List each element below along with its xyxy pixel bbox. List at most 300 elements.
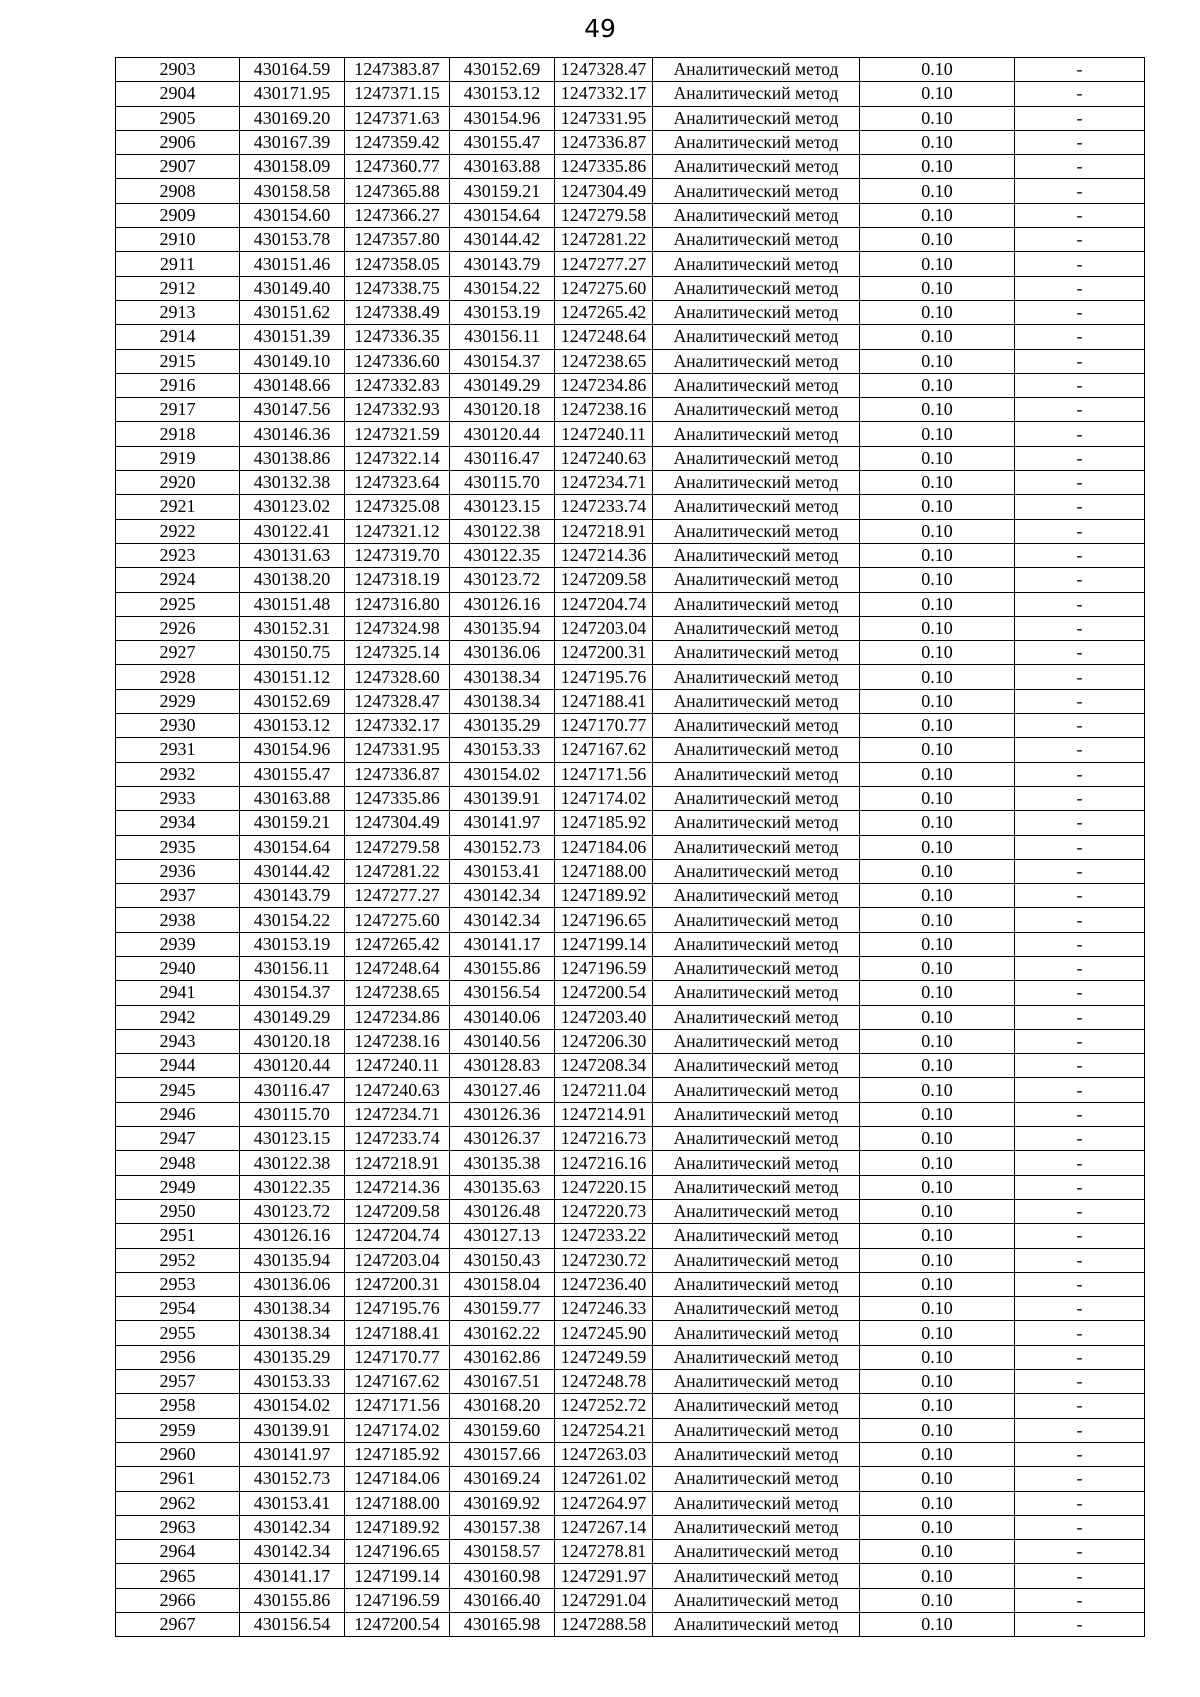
x2-cell: 430123.72 bbox=[450, 568, 555, 592]
method-cell: Аналитический метод bbox=[653, 1297, 860, 1321]
note-cell: - bbox=[1015, 956, 1145, 980]
table-row bbox=[116, 762, 1145, 786]
table-row bbox=[116, 179, 1145, 203]
table-row bbox=[116, 130, 1145, 154]
y1-cell: 1247338.75 bbox=[345, 276, 450, 300]
x2-cell: 430158.57 bbox=[450, 1540, 555, 1564]
note-cell: - bbox=[1015, 1127, 1145, 1151]
point-number-cell: 2967 bbox=[116, 1613, 240, 1637]
y2-cell: 1247174.02 bbox=[555, 786, 653, 810]
point-number-cell: 2932 bbox=[116, 762, 240, 786]
note-cell: - bbox=[1015, 689, 1145, 713]
y2-cell: 1247220.73 bbox=[555, 1199, 653, 1223]
point-number-cell: 2918 bbox=[116, 422, 240, 446]
note-cell: - bbox=[1015, 908, 1145, 932]
x2-cell: 430160.98 bbox=[450, 1564, 555, 1588]
x2-cell: 430156.11 bbox=[450, 325, 555, 349]
table-row bbox=[116, 592, 1145, 616]
note-cell: - bbox=[1015, 349, 1145, 373]
note-cell: - bbox=[1015, 543, 1145, 567]
method-cell: Аналитический метод bbox=[653, 1248, 860, 1272]
y1-cell: 1247328.60 bbox=[345, 665, 450, 689]
note-cell: - bbox=[1015, 203, 1145, 227]
x1-cell: 430151.48 bbox=[240, 592, 345, 616]
y2-cell: 1247200.54 bbox=[555, 981, 653, 1005]
table-row bbox=[116, 1272, 1145, 1296]
x1-cell: 430153.12 bbox=[240, 714, 345, 738]
x1-cell: 430149.10 bbox=[240, 349, 345, 373]
note-cell: - bbox=[1015, 714, 1145, 738]
y2-cell: 1247254.21 bbox=[555, 1418, 653, 1442]
note-cell: - bbox=[1015, 1078, 1145, 1102]
y1-cell: 1247234.71 bbox=[345, 1102, 450, 1126]
note-cell: - bbox=[1015, 932, 1145, 956]
x2-cell: 430141.97 bbox=[450, 811, 555, 835]
y1-cell: 1247199.14 bbox=[345, 1564, 450, 1588]
x1-cell: 430120.44 bbox=[240, 1054, 345, 1078]
accuracy-cell: 0.10 bbox=[860, 325, 1015, 349]
x2-cell: 430168.20 bbox=[450, 1394, 555, 1418]
y2-cell: 1247234.71 bbox=[555, 471, 653, 495]
note-cell: - bbox=[1015, 738, 1145, 762]
y1-cell: 1247323.64 bbox=[345, 471, 450, 495]
accuracy-cell: 0.10 bbox=[860, 1297, 1015, 1321]
x2-cell: 430136.06 bbox=[450, 641, 555, 665]
y2-cell: 1247261.02 bbox=[555, 1467, 653, 1491]
method-cell: Аналитический метод bbox=[653, 1588, 860, 1612]
method-cell: Аналитический метод bbox=[653, 373, 860, 397]
y1-cell: 1247281.22 bbox=[345, 859, 450, 883]
y2-cell: 1247277.27 bbox=[555, 252, 653, 276]
y1-cell: 1247238.16 bbox=[345, 1029, 450, 1053]
y2-cell: 1247233.22 bbox=[555, 1224, 653, 1248]
note-cell: - bbox=[1015, 106, 1145, 130]
accuracy-cell: 0.10 bbox=[860, 1467, 1015, 1491]
method-cell: Аналитический метод bbox=[653, 1199, 860, 1223]
accuracy-cell: 0.10 bbox=[860, 1564, 1015, 1588]
point-number-cell: 2924 bbox=[116, 568, 240, 592]
note-cell: - bbox=[1015, 325, 1145, 349]
method-cell: Аналитический метод bbox=[653, 1175, 860, 1199]
method-cell: Аналитический метод bbox=[653, 1540, 860, 1564]
accuracy-cell: 0.10 bbox=[860, 349, 1015, 373]
x1-cell: 430122.35 bbox=[240, 1175, 345, 1199]
x2-cell: 430157.66 bbox=[450, 1442, 555, 1466]
table-row bbox=[116, 1394, 1145, 1418]
y2-cell: 1247252.72 bbox=[555, 1394, 653, 1418]
method-cell: Аналитический метод bbox=[653, 1467, 860, 1491]
accuracy-cell: 0.10 bbox=[860, 155, 1015, 179]
point-number-cell: 2907 bbox=[116, 155, 240, 179]
y2-cell: 1247234.86 bbox=[555, 373, 653, 397]
method-cell: Аналитический метод bbox=[653, 1151, 860, 1175]
table-row bbox=[116, 543, 1145, 567]
accuracy-cell: 0.10 bbox=[860, 106, 1015, 130]
table-row bbox=[116, 325, 1145, 349]
table-row bbox=[116, 811, 1145, 835]
x1-cell: 430123.72 bbox=[240, 1199, 345, 1223]
accuracy-cell: 0.10 bbox=[860, 811, 1015, 835]
table-row bbox=[116, 1540, 1145, 1564]
page-number: 49 bbox=[584, 14, 616, 43]
point-number-cell: 2916 bbox=[116, 373, 240, 397]
point-number-cell: 2904 bbox=[116, 82, 240, 106]
y1-cell: 1247200.54 bbox=[345, 1613, 450, 1637]
table-row bbox=[116, 616, 1145, 640]
x1-cell: 430139.91 bbox=[240, 1418, 345, 1442]
table-row bbox=[116, 1418, 1145, 1442]
point-number-cell: 2931 bbox=[116, 738, 240, 762]
table-row bbox=[116, 373, 1145, 397]
y1-cell: 1247331.95 bbox=[345, 738, 450, 762]
method-cell: Аналитический метод bbox=[653, 641, 860, 665]
x2-cell: 430142.34 bbox=[450, 908, 555, 932]
x1-cell: 430171.95 bbox=[240, 82, 345, 106]
x1-cell: 430120.18 bbox=[240, 1029, 345, 1053]
note-cell: - bbox=[1015, 446, 1145, 470]
y1-cell: 1247325.14 bbox=[345, 641, 450, 665]
x2-cell: 430154.02 bbox=[450, 762, 555, 786]
accuracy-cell: 0.10 bbox=[860, 762, 1015, 786]
y1-cell: 1247174.02 bbox=[345, 1418, 450, 1442]
y2-cell: 1247248.78 bbox=[555, 1370, 653, 1394]
accuracy-cell: 0.10 bbox=[860, 1248, 1015, 1272]
accuracy-cell: 0.10 bbox=[860, 859, 1015, 883]
accuracy-cell: 0.10 bbox=[860, 908, 1015, 932]
note-cell: - bbox=[1015, 859, 1145, 883]
table-row bbox=[116, 252, 1145, 276]
y2-cell: 1247304.49 bbox=[555, 179, 653, 203]
accuracy-cell: 0.10 bbox=[860, 519, 1015, 543]
y1-cell: 1247328.47 bbox=[345, 689, 450, 713]
x1-cell: 430169.20 bbox=[240, 106, 345, 130]
table-row bbox=[116, 1491, 1145, 1515]
y1-cell: 1247240.63 bbox=[345, 1078, 450, 1102]
x1-cell: 430138.86 bbox=[240, 446, 345, 470]
accuracy-cell: 0.10 bbox=[860, 1078, 1015, 1102]
x2-cell: 430143.79 bbox=[450, 252, 555, 276]
point-number-cell: 2953 bbox=[116, 1272, 240, 1296]
y2-cell: 1247218.91 bbox=[555, 519, 653, 543]
note-cell: - bbox=[1015, 592, 1145, 616]
accuracy-cell: 0.10 bbox=[860, 82, 1015, 106]
point-number-cell: 2917 bbox=[116, 398, 240, 422]
method-cell: Аналитический метод bbox=[653, 82, 860, 106]
x2-cell: 430152.73 bbox=[450, 835, 555, 859]
table-row bbox=[116, 1297, 1145, 1321]
note-cell: - bbox=[1015, 616, 1145, 640]
accuracy-cell: 0.10 bbox=[860, 1515, 1015, 1539]
y2-cell: 1247328.47 bbox=[555, 58, 653, 82]
point-number-cell: 2960 bbox=[116, 1442, 240, 1466]
y1-cell: 1247170.77 bbox=[345, 1345, 450, 1369]
point-number-cell: 2958 bbox=[116, 1394, 240, 1418]
point-number-cell: 2940 bbox=[116, 956, 240, 980]
point-number-cell: 2945 bbox=[116, 1078, 240, 1102]
note-cell: - bbox=[1015, 786, 1145, 810]
y1-cell: 1247188.00 bbox=[345, 1491, 450, 1515]
accuracy-cell: 0.10 bbox=[860, 981, 1015, 1005]
x2-cell: 430154.37 bbox=[450, 349, 555, 373]
point-number-cell: 2922 bbox=[116, 519, 240, 543]
table-row bbox=[116, 1005, 1145, 1029]
accuracy-cell: 0.10 bbox=[860, 446, 1015, 470]
x1-cell: 430154.96 bbox=[240, 738, 345, 762]
table-row bbox=[116, 349, 1145, 373]
point-number-cell: 2928 bbox=[116, 665, 240, 689]
note-cell: - bbox=[1015, 300, 1145, 324]
table-row bbox=[116, 665, 1145, 689]
point-number-cell: 2903 bbox=[116, 58, 240, 82]
point-number-cell: 2909 bbox=[116, 203, 240, 227]
y1-cell: 1247336.60 bbox=[345, 349, 450, 373]
x2-cell: 430115.70 bbox=[450, 471, 555, 495]
note-cell: - bbox=[1015, 1394, 1145, 1418]
x2-cell: 430135.29 bbox=[450, 714, 555, 738]
x2-cell: 430153.33 bbox=[450, 738, 555, 762]
x1-cell: 430122.38 bbox=[240, 1151, 345, 1175]
table-row bbox=[116, 155, 1145, 179]
point-number-cell: 2957 bbox=[116, 1370, 240, 1394]
coordinates-table bbox=[115, 57, 1145, 1637]
x1-cell: 430138.34 bbox=[240, 1321, 345, 1345]
note-cell: - bbox=[1015, 1515, 1145, 1539]
y1-cell: 1247214.36 bbox=[345, 1175, 450, 1199]
accuracy-cell: 0.10 bbox=[860, 592, 1015, 616]
y2-cell: 1247167.62 bbox=[555, 738, 653, 762]
accuracy-cell: 0.10 bbox=[860, 714, 1015, 738]
y1-cell: 1247209.58 bbox=[345, 1199, 450, 1223]
table-row bbox=[116, 1054, 1145, 1078]
x1-cell: 430149.29 bbox=[240, 1005, 345, 1029]
y1-cell: 1247316.80 bbox=[345, 592, 450, 616]
accuracy-cell: 0.10 bbox=[860, 471, 1015, 495]
point-number-cell: 2962 bbox=[116, 1491, 240, 1515]
note-cell: - bbox=[1015, 1151, 1145, 1175]
x1-cell: 430151.62 bbox=[240, 300, 345, 324]
point-number-cell: 2954 bbox=[116, 1297, 240, 1321]
point-number-cell: 2910 bbox=[116, 228, 240, 252]
x2-cell: 430116.47 bbox=[450, 446, 555, 470]
accuracy-cell: 0.10 bbox=[860, 58, 1015, 82]
accuracy-cell: 0.10 bbox=[860, 1321, 1015, 1345]
x1-cell: 430143.79 bbox=[240, 884, 345, 908]
note-cell: - bbox=[1015, 1418, 1145, 1442]
x2-cell: 430157.38 bbox=[450, 1515, 555, 1539]
point-number-cell: 2936 bbox=[116, 859, 240, 883]
y1-cell: 1247336.87 bbox=[345, 762, 450, 786]
table-body bbox=[116, 58, 1145, 1637]
y1-cell: 1247325.08 bbox=[345, 495, 450, 519]
point-number-cell: 2947 bbox=[116, 1127, 240, 1151]
accuracy-cell: 0.10 bbox=[860, 252, 1015, 276]
table-row bbox=[116, 908, 1145, 932]
point-number-cell: 2930 bbox=[116, 714, 240, 738]
x1-cell: 430135.94 bbox=[240, 1248, 345, 1272]
y2-cell: 1247188.41 bbox=[555, 689, 653, 713]
table-row bbox=[116, 203, 1145, 227]
accuracy-cell: 0.10 bbox=[860, 1054, 1015, 1078]
note-cell: - bbox=[1015, 519, 1145, 543]
x2-cell: 430140.56 bbox=[450, 1029, 555, 1053]
table-row bbox=[116, 228, 1145, 252]
table-row bbox=[116, 1613, 1145, 1637]
accuracy-cell: 0.10 bbox=[860, 1151, 1015, 1175]
method-cell: Аналитический метод bbox=[653, 471, 860, 495]
y1-cell: 1247185.92 bbox=[345, 1442, 450, 1466]
x2-cell: 430122.35 bbox=[450, 543, 555, 567]
x1-cell: 430156.54 bbox=[240, 1613, 345, 1637]
accuracy-cell: 0.10 bbox=[860, 130, 1015, 154]
x2-cell: 430126.37 bbox=[450, 1127, 555, 1151]
y1-cell: 1247189.92 bbox=[345, 1515, 450, 1539]
x1-cell: 430155.86 bbox=[240, 1588, 345, 1612]
y2-cell: 1247214.91 bbox=[555, 1102, 653, 1126]
point-number-cell: 2963 bbox=[116, 1515, 240, 1539]
method-cell: Аналитический метод bbox=[653, 130, 860, 154]
table-row bbox=[116, 641, 1145, 665]
table-row bbox=[116, 1029, 1145, 1053]
point-number-cell: 2952 bbox=[116, 1248, 240, 1272]
x2-cell: 430152.69 bbox=[450, 58, 555, 82]
x1-cell: 430151.46 bbox=[240, 252, 345, 276]
x1-cell: 430154.60 bbox=[240, 203, 345, 227]
y1-cell: 1247196.65 bbox=[345, 1540, 450, 1564]
note-cell: - bbox=[1015, 1029, 1145, 1053]
y1-cell: 1247275.60 bbox=[345, 908, 450, 932]
table-row bbox=[116, 689, 1145, 713]
y2-cell: 1247233.74 bbox=[555, 495, 653, 519]
x1-cell: 430158.09 bbox=[240, 155, 345, 179]
table-row bbox=[116, 714, 1145, 738]
x1-cell: 430152.69 bbox=[240, 689, 345, 713]
point-number-cell: 2913 bbox=[116, 300, 240, 324]
point-number-cell: 2939 bbox=[116, 932, 240, 956]
note-cell: - bbox=[1015, 471, 1145, 495]
x2-cell: 430163.88 bbox=[450, 155, 555, 179]
y1-cell: 1247365.88 bbox=[345, 179, 450, 203]
y2-cell: 1247216.16 bbox=[555, 1151, 653, 1175]
accuracy-cell: 0.10 bbox=[860, 1613, 1015, 1637]
point-number-cell: 2965 bbox=[116, 1564, 240, 1588]
method-cell: Аналитический метод bbox=[653, 1272, 860, 1296]
method-cell: Аналитический метод bbox=[653, 932, 860, 956]
note-cell: - bbox=[1015, 373, 1145, 397]
x2-cell: 430149.29 bbox=[450, 373, 555, 397]
y1-cell: 1247366.27 bbox=[345, 203, 450, 227]
point-number-cell: 2944 bbox=[116, 1054, 240, 1078]
note-cell: - bbox=[1015, 130, 1145, 154]
y1-cell: 1247200.31 bbox=[345, 1272, 450, 1296]
y2-cell: 1247203.04 bbox=[555, 616, 653, 640]
table-row bbox=[116, 1248, 1145, 1272]
method-cell: Аналитический метод bbox=[653, 714, 860, 738]
method-cell: Аналитический метод bbox=[653, 155, 860, 179]
accuracy-cell: 0.10 bbox=[860, 1127, 1015, 1151]
x2-cell: 430127.13 bbox=[450, 1224, 555, 1248]
table-row bbox=[116, 1127, 1145, 1151]
note-cell: - bbox=[1015, 811, 1145, 835]
accuracy-cell: 0.10 bbox=[860, 1005, 1015, 1029]
table-row bbox=[116, 82, 1145, 106]
y2-cell: 1247245.90 bbox=[555, 1321, 653, 1345]
note-cell: - bbox=[1015, 1613, 1145, 1637]
method-cell: Аналитический метод bbox=[653, 1491, 860, 1515]
note-cell: - bbox=[1015, 398, 1145, 422]
method-cell: Аналитический метод bbox=[653, 1102, 860, 1126]
table-row bbox=[116, 398, 1145, 422]
method-cell: Аналитический метод bbox=[653, 228, 860, 252]
note-cell: - bbox=[1015, 1054, 1145, 1078]
x2-cell: 430156.54 bbox=[450, 981, 555, 1005]
note-cell: - bbox=[1015, 665, 1145, 689]
y1-cell: 1247277.27 bbox=[345, 884, 450, 908]
y2-cell: 1247264.97 bbox=[555, 1491, 653, 1515]
y1-cell: 1247304.49 bbox=[345, 811, 450, 835]
accuracy-cell: 0.10 bbox=[860, 495, 1015, 519]
y2-cell: 1247238.16 bbox=[555, 398, 653, 422]
table-row bbox=[116, 58, 1145, 82]
x2-cell: 430122.38 bbox=[450, 519, 555, 543]
x2-cell: 430154.64 bbox=[450, 203, 555, 227]
table-row bbox=[116, 1442, 1145, 1466]
point-number-cell: 2934 bbox=[116, 811, 240, 835]
method-cell: Аналитический метод bbox=[653, 835, 860, 859]
accuracy-cell: 0.10 bbox=[860, 373, 1015, 397]
table-row bbox=[116, 835, 1145, 859]
x2-cell: 430159.21 bbox=[450, 179, 555, 203]
x1-cell: 430154.37 bbox=[240, 981, 345, 1005]
y1-cell: 1247234.86 bbox=[345, 1005, 450, 1029]
accuracy-cell: 0.10 bbox=[860, 203, 1015, 227]
y1-cell: 1247332.17 bbox=[345, 714, 450, 738]
table-row bbox=[116, 471, 1145, 495]
y2-cell: 1247209.58 bbox=[555, 568, 653, 592]
x2-cell: 430138.34 bbox=[450, 689, 555, 713]
x1-cell: 430154.22 bbox=[240, 908, 345, 932]
y2-cell: 1247278.81 bbox=[555, 1540, 653, 1564]
accuracy-cell: 0.10 bbox=[860, 179, 1015, 203]
accuracy-cell: 0.10 bbox=[860, 1418, 1015, 1442]
y1-cell: 1247248.64 bbox=[345, 956, 450, 980]
accuracy-cell: 0.10 bbox=[860, 689, 1015, 713]
y2-cell: 1247199.14 bbox=[555, 932, 653, 956]
method-cell: Аналитический метод bbox=[653, 495, 860, 519]
accuracy-cell: 0.10 bbox=[860, 398, 1015, 422]
y1-cell: 1247218.91 bbox=[345, 1151, 450, 1175]
point-number-cell: 2908 bbox=[116, 179, 240, 203]
accuracy-cell: 0.10 bbox=[860, 786, 1015, 810]
x2-cell: 430153.12 bbox=[450, 82, 555, 106]
note-cell: - bbox=[1015, 1199, 1145, 1223]
table-row bbox=[116, 1370, 1145, 1394]
point-number-cell: 2950 bbox=[116, 1199, 240, 1223]
y2-cell: 1247184.06 bbox=[555, 835, 653, 859]
method-cell: Аналитический метод bbox=[653, 1613, 860, 1637]
note-cell: - bbox=[1015, 981, 1145, 1005]
note-cell: - bbox=[1015, 1540, 1145, 1564]
table-row bbox=[116, 1515, 1145, 1539]
point-number-cell: 2905 bbox=[116, 106, 240, 130]
x1-cell: 430122.41 bbox=[240, 519, 345, 543]
point-number-cell: 2914 bbox=[116, 325, 240, 349]
method-cell: Аналитический метод bbox=[653, 446, 860, 470]
accuracy-cell: 0.10 bbox=[860, 1224, 1015, 1248]
y2-cell: 1247196.65 bbox=[555, 908, 653, 932]
note-cell: - bbox=[1015, 1321, 1145, 1345]
y2-cell: 1247336.87 bbox=[555, 130, 653, 154]
x2-cell: 430135.94 bbox=[450, 616, 555, 640]
